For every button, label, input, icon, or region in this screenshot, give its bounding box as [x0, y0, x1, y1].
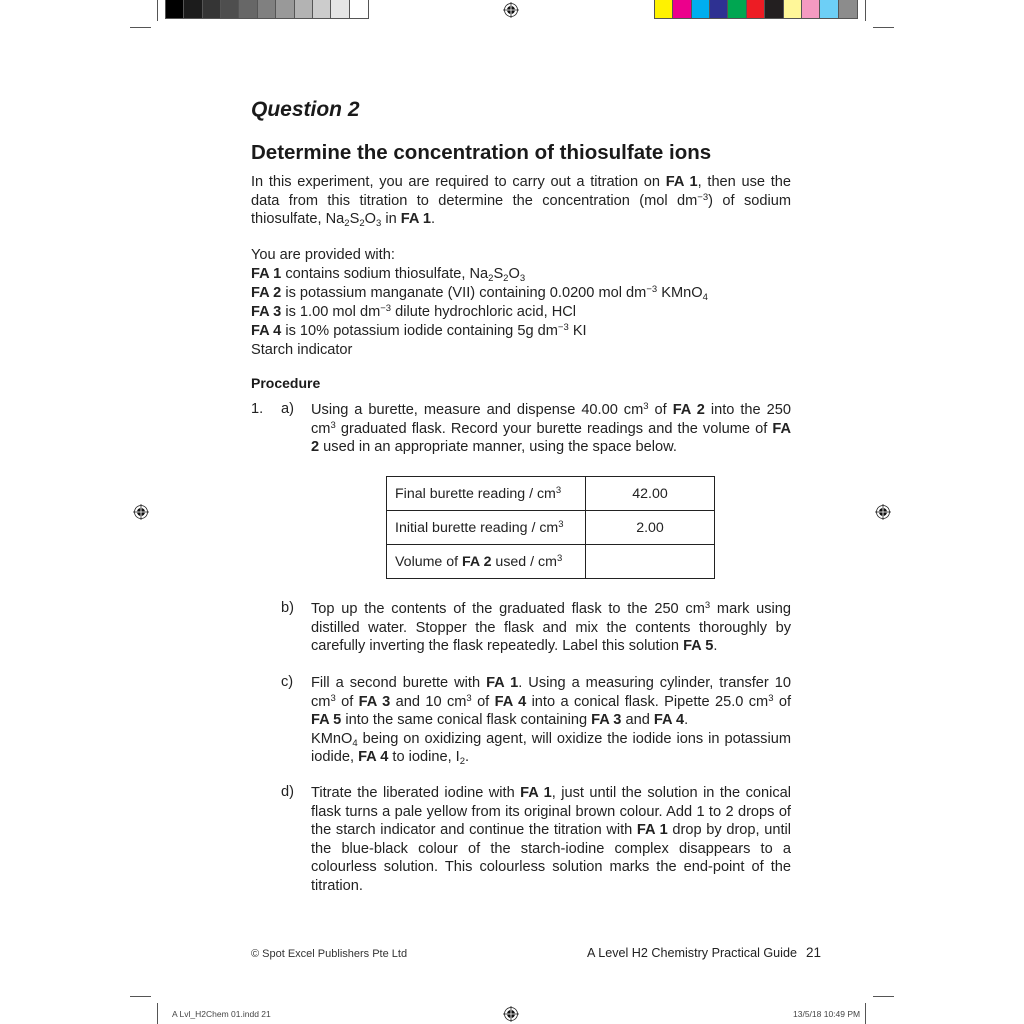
- slug-timestamp: 13/5/18 10:49 PM: [793, 1009, 861, 1019]
- procedure-heading: Procedure: [251, 375, 321, 391]
- provided-item-fa4: FA 4 is 10% potassium iodide containing 5g $dm^{-3}$ KI: [251, 322, 587, 339]
- provided-item-fa3: FA 3 is 1.00 mol $dm^{-3}$ dilute hydrochloric acid, HCl: [251, 303, 577, 320]
- step-b-text: Top up the contents of the graduated flask to the 250 $cm^3$ mark using distilled water. Stopper the flask and mix the contents thoroughly by carefully inverting the flask repeatedly. Label this solution FA 5.: [311, 600, 791, 654]
- registration-mark-icon: [503, 1006, 519, 1022]
- grayscale-swatch: [221, 0, 239, 18]
- grayscale-swatch: [295, 0, 313, 18]
- step-c-marker: c): [281, 674, 294, 690]
- step-c-text: Fill a second burette with FA 1. Using a measuring cylinder, transfer 10 $cm^3$ of FA 3 and 10 $cm^3$ of FA 4 into a conical flask. Pipette 25.0 $cm^3$ of FA 5 into the same conical flask containing FA 3 and FA 4. KMnO$_4$ being on oxidizing agent, will oxidize the iodide ions in potassium iodide, FA 4 to iodine, $I_2$.: [311, 675, 792, 767]
- table-row: [387, 511, 715, 545]
- color-swatch: [747, 0, 765, 18]
- section-heading: Determine the concentration of thiosulfate ions: [251, 141, 712, 164]
- grayscale-swatch: [258, 0, 276, 18]
- color-swatch: [802, 0, 820, 18]
- step-d-marker: d): [281, 784, 294, 800]
- grayscale-swatch: [331, 0, 349, 18]
- intro-paragraph: In this experiment, you are required to carry out a titration on FA 1, then use the data from this titration to determine the concentration (mol $dm^{-3}$) of sodium thiosulfate, $Na_2S_2O_3$ in FA 1.: [251, 174, 791, 229]
- color-swatch: [710, 0, 728, 18]
- book-title: A Level H2 Chemistry Practical Guide: [587, 946, 797, 960]
- volume-used-value: [586, 545, 715, 579]
- question-label: Question 2: [251, 98, 360, 121]
- provided-heading: You are provided with:: [251, 247, 395, 263]
- crop-mark-top-left-horizontal: [130, 27, 151, 28]
- crop-mark-top-right-horizontal: [873, 27, 894, 28]
- provided-item-starch: Starch indicator: [251, 342, 353, 358]
- burette-readings-table: [386, 476, 715, 579]
- grayscale-swatch: [350, 0, 368, 18]
- color-swatch: [839, 0, 857, 18]
- grayscale-swatch: [166, 0, 184, 18]
- color-swatch: [655, 0, 673, 18]
- color-swatch: [728, 0, 746, 18]
- table-row: [387, 545, 715, 579]
- cmyk-color-bar: [654, 0, 858, 19]
- registration-mark-icon: [503, 2, 519, 18]
- step-a-text: Using a burette, measure and dispense 40.00 $cm^3$ of FA 2 into the 250 $cm^3$ graduated flask. Record your burette readings and the volume of FA 2 used in an appropriate manner, using the space below.: [311, 401, 791, 455]
- color-swatch: [673, 0, 691, 18]
- final-reading-value: 42.00: [586, 477, 715, 511]
- provided-item-fa2: FA 2 is potassium manganate (VII) containing 0.0200 mol $dm^{-3}$ KMnO$_4$: [251, 284, 708, 303]
- provided-list: [251, 246, 791, 360]
- step-a-marker: a): [281, 401, 294, 417]
- crop-mark-bottom-right-vertical: [865, 1003, 866, 1024]
- table-row: [387, 477, 715, 511]
- grayscale-color-bar: [165, 0, 369, 19]
- step-b-marker: b): [281, 600, 294, 616]
- page-number: 21: [806, 945, 822, 960]
- row-label: Volume of FA 2 used / $cm^3$: [387, 545, 586, 579]
- crop-mark-top-left-vertical: [157, 0, 158, 21]
- provided-item-fa1: FA 1 contains sodium thiosulfate, $Na_2S_2O_3$: [251, 266, 526, 284]
- grayscale-swatch: [184, 0, 202, 18]
- crop-mark-bottom-left-horizontal: [130, 996, 151, 997]
- grayscale-swatch: [239, 0, 257, 18]
- color-swatch: [820, 0, 838, 18]
- slug-file-name: A Lvl_H2Chem 01.indd 21: [172, 1009, 271, 1019]
- step-number: 1.: [251, 401, 264, 417]
- initial-reading-value: 2.00: [586, 511, 715, 545]
- step-d-text: Titrate the liberated iodine with FA 1, just until the solution in the conical flask turns a pale yellow from its original brown colour. Add 1 to 2 drops of the starch indicator and continue the titration with FA 1 drop by drop, until the blue-black colour of the starch-iodine complex disappears to a colourless solution. This colourless solution marks the end-point of the titration.: [311, 785, 792, 894]
- registration-mark-icon: [133, 504, 149, 520]
- color-swatch: [692, 0, 710, 18]
- grayscale-swatch: [276, 0, 294, 18]
- row-label: Final burette reading / $cm^3$: [387, 477, 586, 511]
- grayscale-swatch: [203, 0, 221, 18]
- crop-mark-bottom-left-vertical: [157, 1003, 158, 1024]
- color-swatch: [784, 0, 802, 18]
- grayscale-swatch: [313, 0, 331, 18]
- crop-mark-bottom-right-horizontal: [873, 996, 894, 997]
- registration-mark-icon: [875, 504, 891, 520]
- copyright-notice: © Spot Excel Publishers Pte Ltd: [251, 948, 408, 960]
- row-label: Initial burette reading / $cm^3$: [387, 511, 586, 545]
- crop-mark-top-right-vertical: [865, 0, 866, 21]
- color-swatch: [765, 0, 783, 18]
